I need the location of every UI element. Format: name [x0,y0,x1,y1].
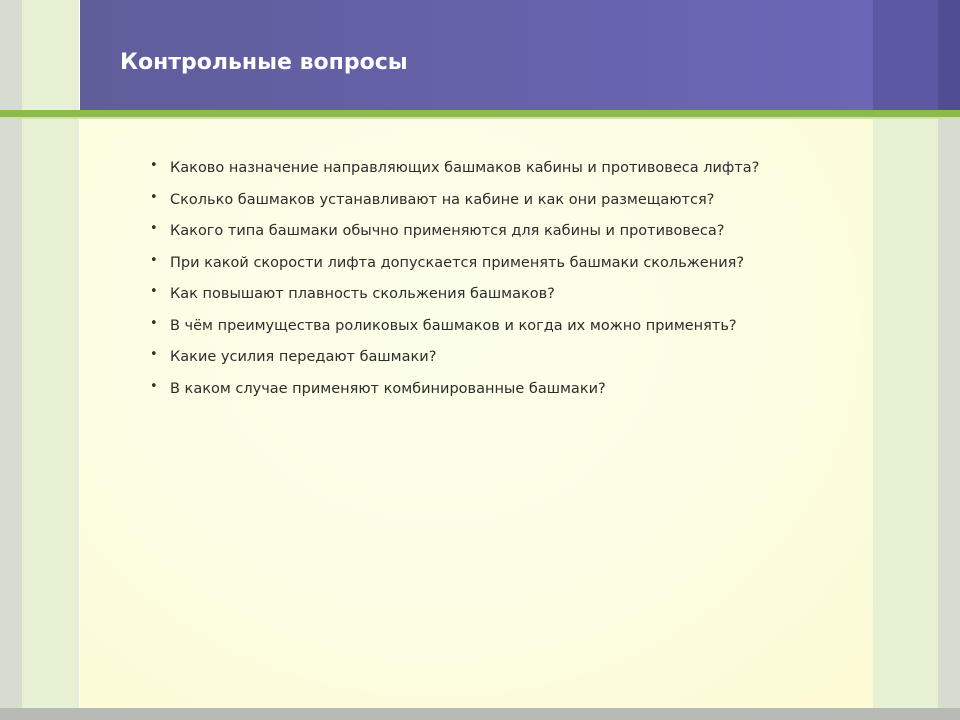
slide-title: Контрольные вопросы [120,50,408,75]
bullet-icon: • [150,252,158,268]
question-text: Как повышают плавность скольжения башмаков? [170,286,555,302]
bullet-icon: • [150,284,158,299]
question-text: В чём преимущества роликовых башмаков и когда их можно применять? [170,317,737,334]
question-item [150,248,850,280]
question-item [150,216,850,248]
question-item [150,311,850,343]
accent-bar [0,110,960,117]
left-green-stripe [22,0,79,720]
question-item [150,279,850,311]
question-item [150,374,850,406]
bullet-icon: • [150,158,158,173]
bullet-icon: • [150,189,158,205]
bullet-icon: • [150,315,158,331]
question-text: Каково назначение направляющих башмаков кабины и противовеса лифта? [170,160,760,176]
bullet-icon: • [150,347,158,362]
question-text: Сколько башмаков устанавливают на кабине и как они размещаются? [170,191,715,208]
bullet-icon: • [150,221,158,236]
question-list [150,153,850,405]
bottom-bar [0,708,960,720]
question-text: При какой скорости лифта допускается применять башмаки скольжения? [170,254,745,271]
question-text: В каком случае применяют комбинированные башмаки? [170,380,606,397]
title-banner-edge [938,0,960,110]
left-grey-stripe [0,0,22,720]
question-item [150,153,850,185]
question-item [150,185,850,217]
question-text: Какого типа башмаки обычно применяются для кабины и противовеса? [170,223,725,239]
question-item [150,342,850,374]
question-text: Какие усилия передают башмаки? [170,349,437,365]
bullet-icon: • [150,378,158,394]
